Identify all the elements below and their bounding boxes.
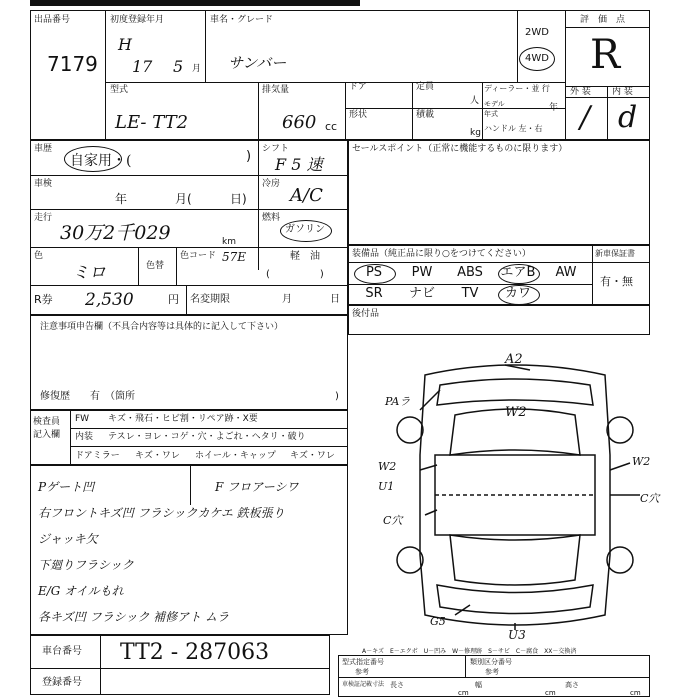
model-year-label: モデル年式 bbox=[484, 100, 505, 118]
drive-2wd: 2WD bbox=[525, 27, 549, 38]
damage-legend: A－キズ E－エクボ U－凹み W－修理跡 S－サビ C－腐食 XX－交換済 bbox=[362, 648, 577, 655]
inspection-label: 車検 bbox=[34, 179, 53, 189]
inspection-day: 日) bbox=[230, 192, 247, 206]
divider bbox=[607, 86, 608, 140]
equipment-label: 装備品（純正品に限り○をつけてください） bbox=[352, 249, 531, 259]
displacement-unit: cc bbox=[325, 120, 338, 133]
aftermarket-frame bbox=[348, 305, 650, 335]
fuel-paren: ( ) bbox=[266, 269, 324, 280]
grade-value: R bbox=[590, 32, 621, 78]
new-car-warranty-label: 新車保証書 bbox=[595, 249, 635, 258]
inspection-year: 年 bbox=[115, 192, 128, 206]
use-circle bbox=[64, 146, 122, 172]
diagram-label-c-right: C穴 bbox=[640, 492, 660, 505]
load-label: 積載 bbox=[416, 110, 435, 120]
divider bbox=[338, 677, 650, 678]
class-label: 類別区分番号 bbox=[470, 658, 512, 666]
diagram-label-w2-top: W2 bbox=[505, 405, 527, 420]
inspector-row2-b: テスレ・ヨレ・コゲ・穴・よごれ・ヘタリ・破り bbox=[108, 432, 306, 442]
reg-label: 登録番号 bbox=[42, 677, 82, 688]
diagram-label-a2: A2 bbox=[505, 352, 523, 367]
drive-4wd: 4WD bbox=[525, 53, 549, 64]
divider bbox=[30, 285, 348, 286]
divider bbox=[190, 465, 191, 505]
equipment-item: カワ bbox=[504, 286, 531, 301]
sales-point-label: セールスポイント（正常に機能するものに限ります） bbox=[352, 144, 568, 154]
handwritten-note: ジャッキ欠 bbox=[38, 532, 98, 546]
month-value: 5 bbox=[173, 57, 184, 76]
equipment-item: エアB bbox=[500, 265, 536, 280]
divider bbox=[517, 10, 518, 82]
shift-label: シフト bbox=[262, 144, 290, 154]
right-note: F フロアーシワ bbox=[215, 480, 299, 494]
fuel-diesel: 軽 油 bbox=[290, 251, 320, 262]
capacity-unit: 人 bbox=[470, 96, 480, 106]
height-label: 高さ bbox=[565, 681, 579, 689]
use-close: ) bbox=[246, 149, 252, 164]
year-value: 17 bbox=[132, 57, 153, 76]
equipment-item: TV bbox=[461, 286, 479, 301]
diagram-label-c-left: C穴 bbox=[383, 514, 403, 527]
interior-value: d bbox=[618, 100, 638, 135]
exterior-value: / bbox=[580, 100, 591, 135]
warranty-value: 有・無 bbox=[600, 275, 633, 288]
name-change-label: 名変期限 bbox=[190, 294, 230, 305]
name-change-day: 日 bbox=[330, 294, 340, 305]
class-ref-label: 参考 bbox=[485, 668, 499, 676]
color-code-label: 色コード bbox=[180, 251, 217, 261]
divider bbox=[176, 247, 177, 285]
door-label: ドア bbox=[349, 82, 367, 92]
color-change-label: 色替 bbox=[146, 261, 165, 271]
divider bbox=[138, 247, 139, 285]
divider bbox=[30, 175, 348, 176]
recycle-value: 2,530 bbox=[85, 290, 134, 310]
size-label: 車検証記載寸法 bbox=[342, 681, 385, 688]
divider bbox=[30, 209, 258, 210]
car-name-label: 車名・グレード bbox=[210, 15, 274, 25]
capacity-label: 定員 bbox=[416, 82, 435, 92]
equipment-item: SR bbox=[365, 286, 383, 301]
lot-label: 出品番号 bbox=[34, 15, 71, 25]
equipment-item: PS bbox=[365, 265, 383, 280]
divider bbox=[105, 10, 106, 140]
era-value: H bbox=[118, 35, 132, 54]
model-label: 型式 bbox=[110, 85, 129, 95]
shift-value: F 5 速 bbox=[275, 155, 323, 174]
inspector-row1-b: キズ・飛石・ヒビ割・リペア跡・X要 bbox=[108, 414, 258, 424]
color-value: ミロ bbox=[72, 263, 106, 283]
inspection-month: 月( bbox=[175, 192, 192, 206]
divider bbox=[30, 247, 348, 248]
divider bbox=[30, 668, 330, 669]
model-value: LE- TT2 bbox=[115, 112, 189, 133]
use-label: 車歴 bbox=[34, 144, 53, 154]
divider bbox=[70, 428, 348, 429]
mileage-label: 走行 bbox=[34, 213, 53, 223]
repair-close: ) bbox=[335, 391, 339, 402]
displacement-value: 660 bbox=[282, 112, 317, 133]
divider bbox=[258, 82, 259, 140]
shape-label: 形状 bbox=[349, 110, 368, 120]
divider bbox=[345, 82, 346, 140]
fuel-circle bbox=[280, 220, 332, 242]
divider bbox=[482, 82, 483, 140]
sales-frame bbox=[348, 140, 650, 245]
chassis-label: 車台番号 bbox=[42, 646, 82, 657]
grade-label: 評 価 点 bbox=[580, 15, 626, 25]
ac-label: 冷房 bbox=[262, 179, 281, 189]
divider bbox=[345, 108, 565, 109]
mileage-unit: km bbox=[222, 237, 236, 247]
diagram-label-w2-left: W2 bbox=[378, 460, 397, 473]
handwritten-note: E/G オイルもれ bbox=[38, 584, 124, 598]
equipment-item: AW bbox=[555, 265, 577, 280]
equipment-item: ABS bbox=[457, 265, 483, 280]
divider bbox=[565, 10, 566, 140]
divider bbox=[205, 10, 206, 82]
name-change-month: 月 bbox=[282, 294, 292, 305]
dealer-label: ディーラー・並 行 bbox=[484, 84, 550, 93]
divider bbox=[258, 140, 259, 270]
mileage-value: 30万2千029 bbox=[60, 222, 171, 244]
declaration-label: 注意事項申告欄（不具合内容等は具体的に記入して下さい） bbox=[40, 322, 284, 332]
inspector-row3-c: ホイール・キャップ bbox=[195, 451, 276, 461]
color-code-value: 57E bbox=[222, 250, 247, 264]
divider bbox=[565, 27, 650, 28]
width-label: 幅 bbox=[475, 681, 482, 689]
divider bbox=[348, 262, 650, 263]
aftermarket-label: 後付品 bbox=[352, 309, 380, 319]
header-strip bbox=[30, 0, 360, 6]
divider bbox=[100, 635, 101, 695]
height-unit: cm bbox=[630, 689, 641, 697]
divider bbox=[465, 655, 466, 677]
color-label: 色 bbox=[34, 251, 44, 261]
lot-value: 7179 bbox=[47, 52, 98, 76]
equipment-item: ナビ bbox=[408, 286, 435, 301]
divider bbox=[258, 209, 348, 210]
diagram-label-w2-right: W2 bbox=[632, 455, 651, 468]
divider bbox=[70, 446, 348, 447]
inspector-row1-a: FW bbox=[75, 414, 90, 424]
recycle-unit: 円 bbox=[168, 293, 179, 306]
equipment-circle bbox=[498, 264, 540, 284]
car-name-value: サンバー bbox=[228, 54, 287, 72]
divider bbox=[70, 410, 71, 465]
fuel-label: 燃料 bbox=[262, 213, 281, 223]
handwritten-note: Pゲート凹 bbox=[38, 480, 95, 494]
fuel-gas: ガソリン bbox=[285, 224, 325, 235]
inspector-label-1: 検査員 bbox=[33, 417, 61, 427]
equipment-item: PW bbox=[411, 265, 433, 280]
width-unit: cm bbox=[545, 689, 556, 697]
diagram-label-g5: G5 bbox=[430, 615, 446, 628]
first-reg-label: 初度登録年月 bbox=[110, 15, 165, 25]
cert-label: 型式指定番号 bbox=[342, 658, 384, 666]
length-label: 長さ bbox=[390, 681, 404, 689]
diagram-label-pa: PAラ bbox=[385, 395, 411, 408]
divider bbox=[105, 82, 565, 83]
inspector-label-2: 記入欄 bbox=[33, 430, 61, 440]
interior-label: 内 装 bbox=[612, 87, 633, 97]
length-unit: cm bbox=[458, 689, 469, 697]
divider bbox=[186, 285, 187, 315]
inspector-row2-a: 内装 bbox=[75, 432, 94, 442]
equipment-circle bbox=[498, 285, 540, 305]
ac-value: A/C bbox=[290, 185, 323, 206]
divider bbox=[592, 245, 593, 305]
inspector-row3-a: ドアミラー bbox=[75, 451, 120, 461]
handwritten-note: 右フロントキズ凹 フラシックカケエ 鉄板張り bbox=[38, 506, 285, 520]
diagram-label-u3: U3 bbox=[508, 628, 526, 642]
recycle-label: R券 bbox=[34, 293, 53, 306]
divider bbox=[412, 82, 413, 140]
use-value: 自家用・( bbox=[70, 153, 132, 169]
inspector-row3-b: キズ・ワレ bbox=[135, 451, 180, 461]
displacement-label: 排気量 bbox=[262, 85, 290, 95]
exterior-label: 外 装 bbox=[570, 87, 591, 97]
load-unit: kg bbox=[470, 128, 481, 138]
handwritten-note: 各キズ凹 フラシック 補修アト ムラ bbox=[38, 610, 229, 624]
drive-4wd-circle bbox=[519, 47, 555, 71]
year-unit: 年 bbox=[549, 103, 559, 113]
handle-label: ハンドル 左・右 bbox=[484, 124, 543, 133]
handwritten-note: 下廻りフラシック bbox=[38, 558, 134, 572]
inspector-row3-d: キズ・ワレ bbox=[290, 451, 335, 461]
car-diagram bbox=[355, 345, 675, 645]
repair-label: 修復歴 有 （箇所 bbox=[40, 391, 135, 402]
diagram-label-u1: U1 bbox=[378, 480, 395, 493]
equipment-circle bbox=[354, 264, 396, 284]
cert-ref-label: 参考 bbox=[355, 668, 369, 676]
chassis-value: TT2 - 287063 bbox=[120, 640, 270, 665]
month-unit: 月 bbox=[192, 64, 202, 74]
